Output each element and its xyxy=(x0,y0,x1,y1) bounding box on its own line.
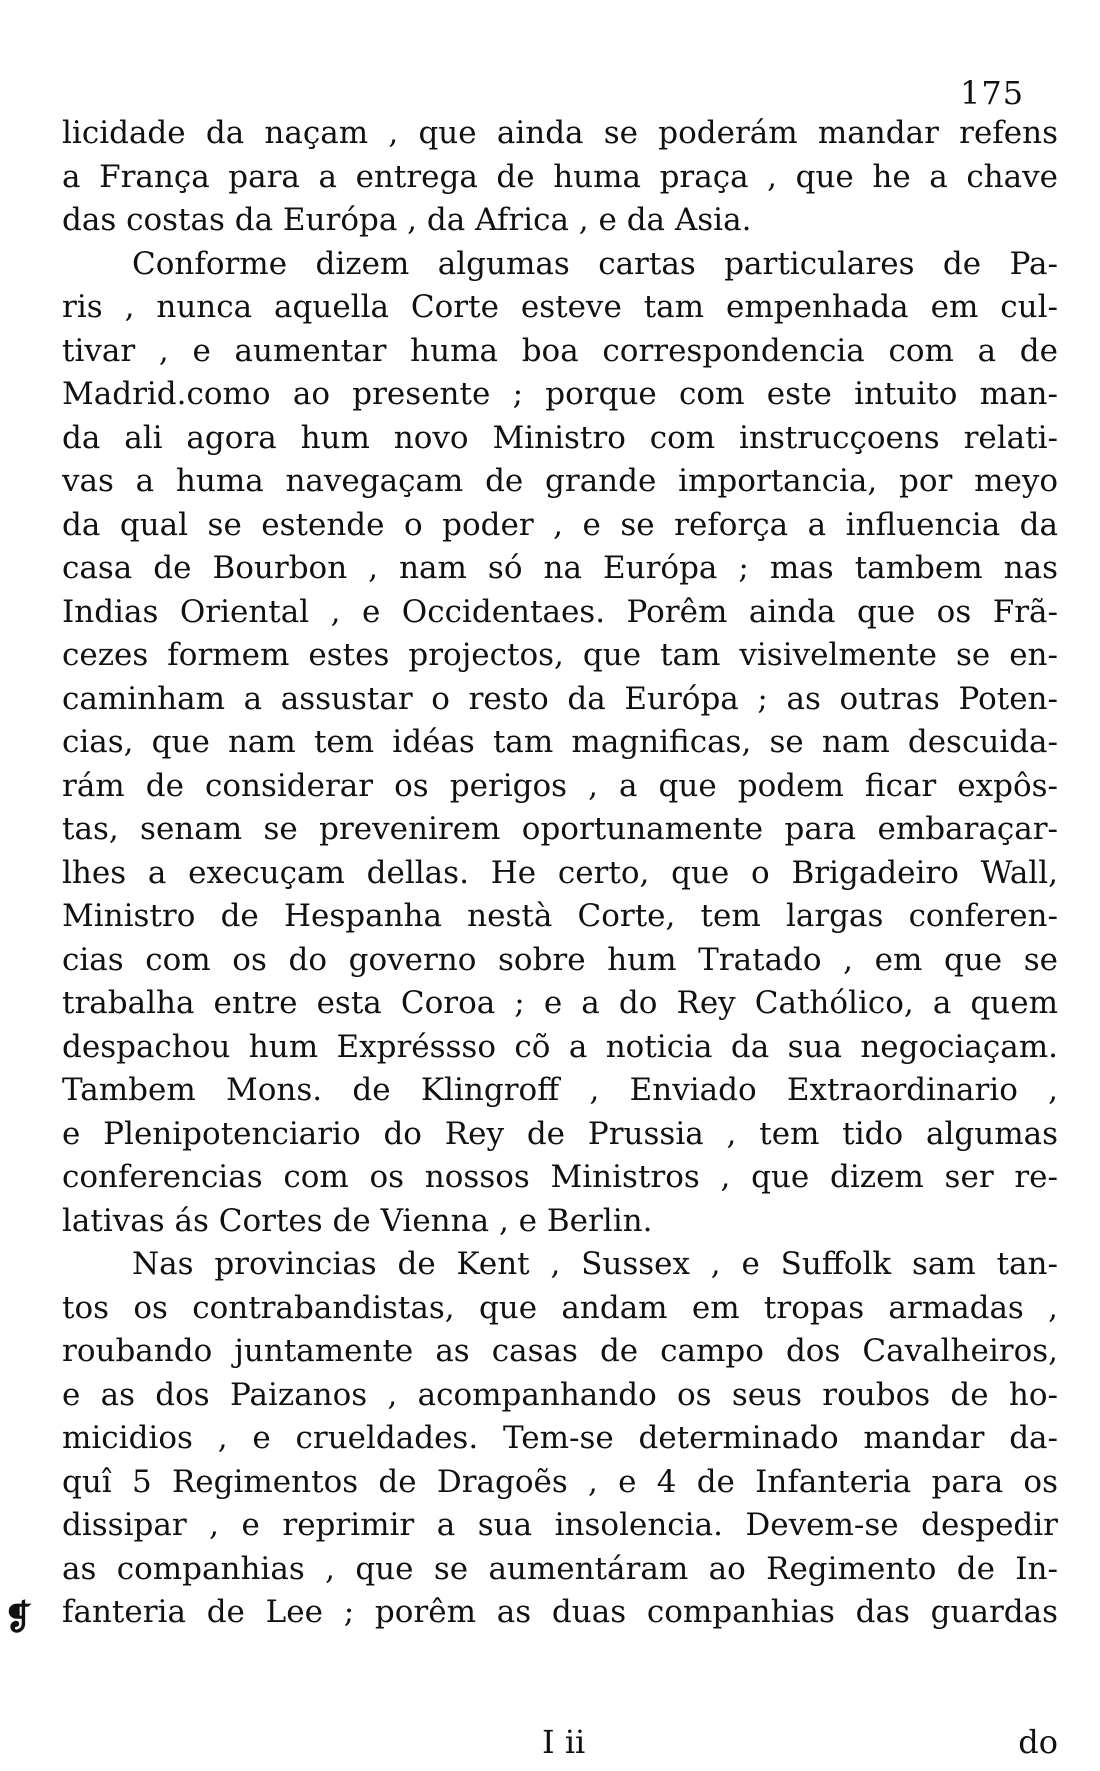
text-line: a França para a entrega de huma praça , que he a chave xyxy=(62,158,1058,195)
text-line: licidade da naçam , que ainda se poderám mandar refens xyxy=(62,115,1058,151)
text-line: da qual se estende o poder , e se reforça a influencia da xyxy=(62,506,1058,543)
body-text xyxy=(62,112,1058,1635)
text-line: as companhias , que se aumentáram ao Regimento de In- xyxy=(62,1550,1058,1587)
text-line: conferencias com os nossos Ministros , que dizem ser re- xyxy=(62,1159,1058,1195)
text-line: quî 5 Regimentos de Dragoẽs , e 4 de Infanteria para os xyxy=(62,1463,1058,1500)
margin-mark: ❡ xyxy=(4,1598,33,1638)
text-line: Conforme dizem algumas cartas particulares de Pa- xyxy=(132,245,1058,282)
text-line: fanteria de Lee ; porêm as duas companhias das guardas xyxy=(62,1594,1058,1630)
text-line: e as dos Paizanos , acompanhando os seus roubos de ho- xyxy=(62,1376,1058,1413)
text-line: roubando juntamente as casas de campo dos Cavalheiros, xyxy=(62,1333,1058,1369)
text-line: vas a huma navegaçam de grande importancia, por meyo xyxy=(62,463,1058,499)
text-line: rám de considerar os perigos , a que podem ficar expôs- xyxy=(62,767,1058,804)
text-line: dissipar , e reprimir a sua insolencia. Devem-se despedir xyxy=(62,1507,1058,1543)
text-line: despachou hum Expréssso cõ a noticia da sua negociaçam. xyxy=(62,1028,1058,1065)
text-line: Madrid.como ao presente ; porque com este intuito man- xyxy=(62,376,1058,412)
text-line: e Plenipotenciario do Rey de Prussia , tem tido algumas xyxy=(62,1115,1058,1152)
text-line: tivar , e aumentar huma boa correspondencia com a de xyxy=(62,332,1058,369)
text-line: Indias Oriental , e Occidentaes. Porêm ainda que os Frã- xyxy=(62,593,1058,630)
text-line: da ali agora hum novo Ministro com instrucçoens relati- xyxy=(62,419,1058,456)
text-line: Tambem Mons. de Klingroff , Enviado Extraordinario , xyxy=(62,1072,1058,1108)
text-line: caminham a assustar o resto da Európa ; as outras Poten- xyxy=(62,680,1058,717)
text-line: das costas da Európa , da Africa , e da Asia. xyxy=(62,202,752,238)
text-line: Ministro de Hespanha nestà Corte, tem largas conferen- xyxy=(62,898,1058,934)
text-line: ris , nunca aquella Corte esteve tam empenhada em cul- xyxy=(62,289,1058,325)
text-line: lativas ás Cortes de Vienna , e Berlin. xyxy=(62,1202,653,1239)
text-line: tas, senam se prevenirem oportunamente para embaraçar- xyxy=(62,811,1058,847)
text-line: tos os contrabandistas, que andam em tropas armadas , xyxy=(62,1289,1058,1326)
catchword: do xyxy=(1018,1723,1058,1761)
text-line: Nas provincias de Kent , Sussex , e Suffolk sam tan- xyxy=(132,1246,1058,1282)
signature-mark: I ii xyxy=(542,1723,586,1761)
text-line: micidios , e crueldades. Tem-se determinado mandar da- xyxy=(62,1420,1058,1456)
text-line: casa de Bourbon , nam só na Európa ; mas tambem nas xyxy=(62,550,1058,586)
page-footer xyxy=(62,1722,1058,1762)
text-line: cias com os do governo sobre hum Tratado , em que se xyxy=(62,941,1058,978)
text-line: cezes formem estes projectos, que tam visivelmente se en- xyxy=(62,637,1058,673)
text-line: trabalha entre esta Coroa ; e a do Rey Cathólico, a quem xyxy=(62,985,1058,1021)
page-number: 175 xyxy=(960,74,1025,112)
text-line: lhes a execuçam dellas. He certo, que o Brigadeiro Wall, xyxy=(62,854,1058,891)
text-line: cias, que nam tem idéas tam magnificas, se nam descuida- xyxy=(62,724,1058,760)
